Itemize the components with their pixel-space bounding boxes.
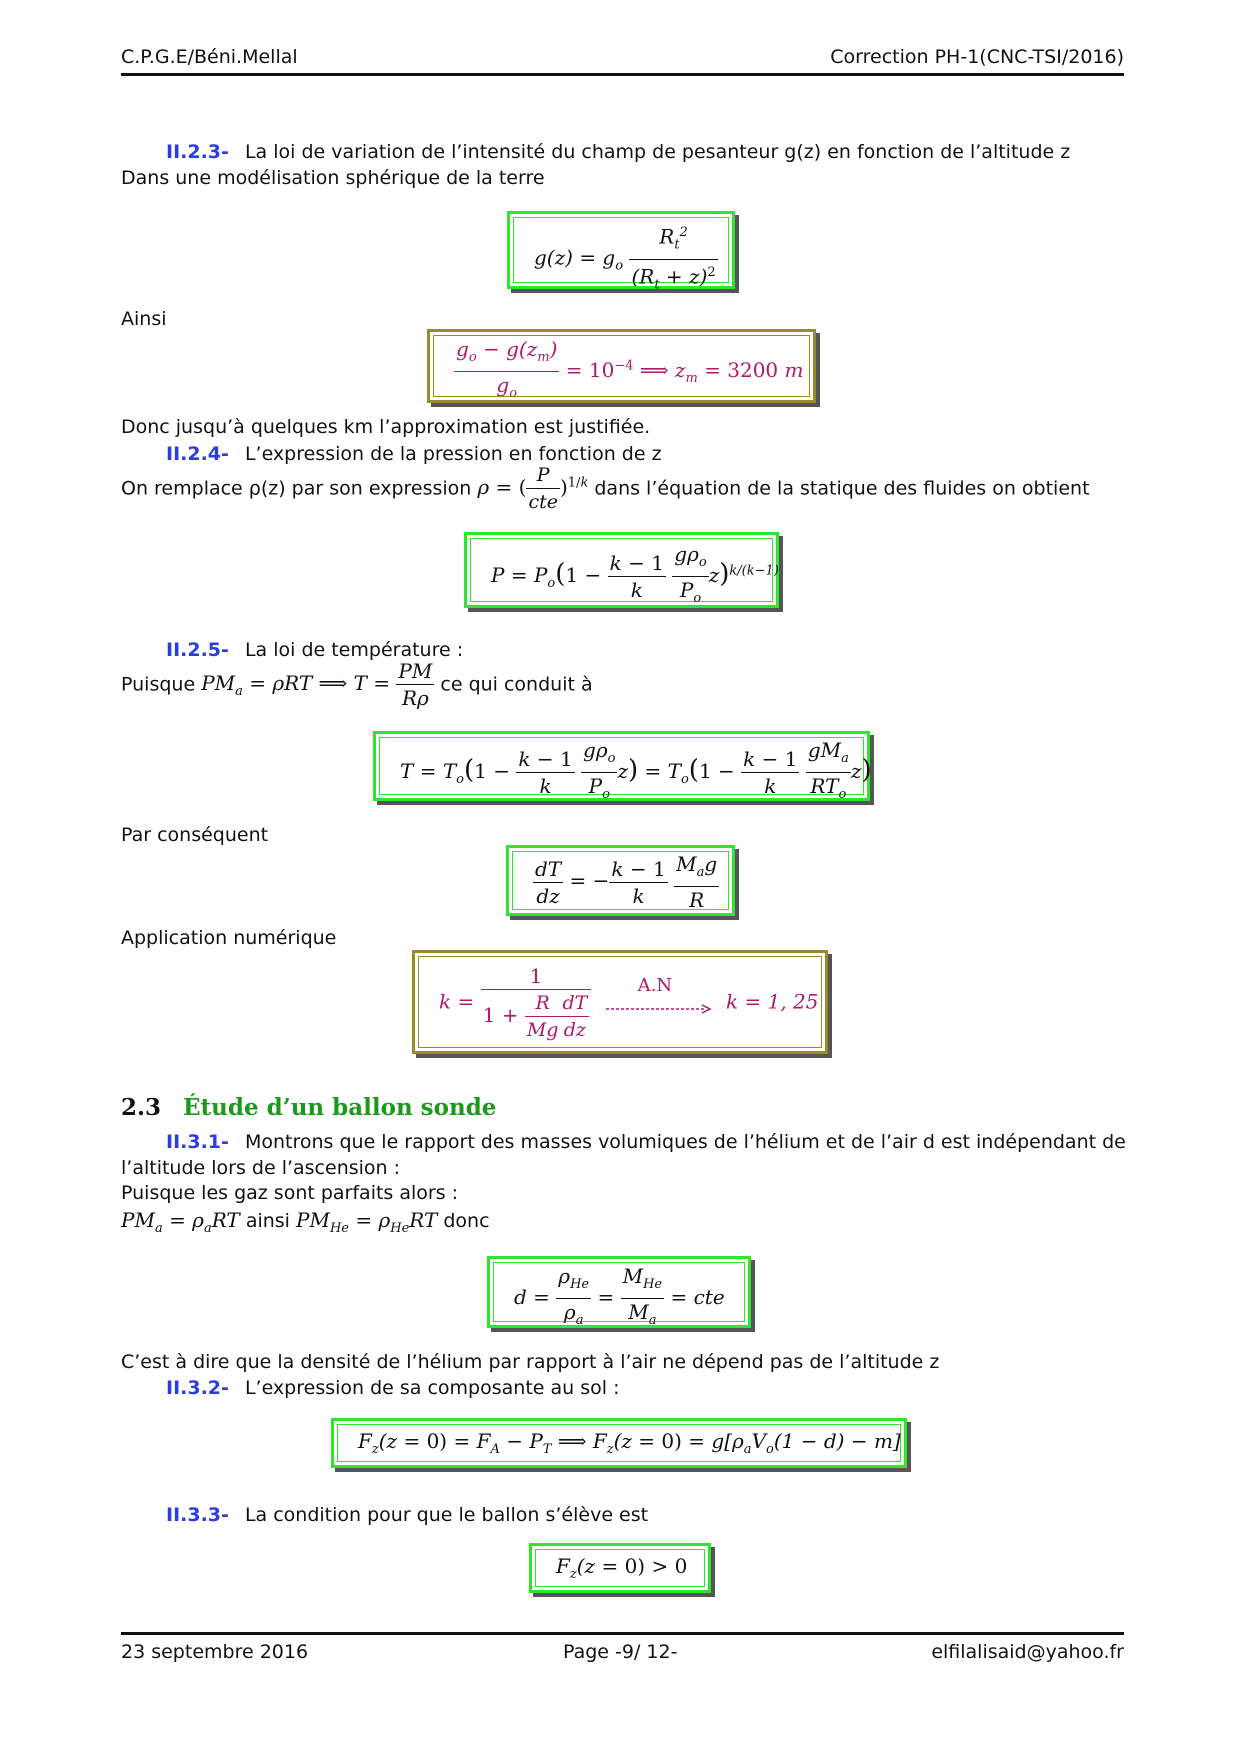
footer-rule bbox=[121, 1632, 1124, 1635]
header-right: Correction PH-1(CNC-TSI/2016) bbox=[830, 46, 1124, 68]
pressure-formula: $P = P_o(1$ − $\frac{k - 1}{k}$ $\frac{g\rho_o}{P_o}$ z)$^{k/(k-1)}$ bbox=[491, 542, 779, 606]
q223-conclusion: Donc jusqu’à quelques km l’approximation est justifiée. bbox=[121, 416, 651, 438]
q231-conclusion: C’est à dire que la densité de l’hélium par rapport à l’air ne dépend pas de l’altitude z bbox=[121, 1351, 940, 1373]
temperature-formula: $T = T_o(1$ − $\frac{k - 1}{k}$ $\frac{g\rho_o}{P_o}$ $z) = T_o(1$ − $\frac{k - 1}{k}$ $\frac{gM_a}{RT_o}$ z) bbox=[400, 738, 872, 802]
q224-text: L’expression de la pression en fonction de z bbox=[244, 443, 662, 465]
k-value-box bbox=[412, 950, 828, 1054]
section-title: Étude d’un ballon sonde bbox=[183, 1094, 497, 1121]
dtdz-formula: $\frac{dT}{dz}$ = − $\frac{k - 1}{k}$ $\frac{M_ag}{R}$ bbox=[535, 852, 718, 912]
q225-text2a: Puisque bbox=[121, 673, 196, 696]
an-arrow bbox=[606, 975, 712, 1023]
q224-text2a: On remplace ρ(z) par son expression bbox=[121, 477, 472, 500]
footer-date: 23 septembre 2016 bbox=[121, 1641, 309, 1663]
q231-text-cont: l’altitude lors de l’ascension : bbox=[121, 1157, 401, 1179]
q224-text2b: dans l’équation de la statique des fluides on obtient bbox=[594, 477, 1090, 500]
condition-formula-box bbox=[529, 1543, 711, 1593]
q232-line bbox=[166, 1377, 619, 1399]
footer-email: elfilalisaid@yahoo.fr bbox=[931, 1641, 1124, 1663]
gas-law-expression: $PM_a = \rho RT$ ⟹ T = $\frac{PM}{R\rho}$ bbox=[201, 659, 433, 710]
temperature-formula-box bbox=[373, 731, 870, 801]
zm-result-formula: $\frac{g_o - g(z_m)}{g_o}$ = $10^{-4}$ ⟹ $z_m = 3200$ m bbox=[456, 337, 804, 401]
q225-par-consequent: Par conséquent bbox=[121, 824, 269, 846]
q225-text: La loi de température : bbox=[244, 639, 464, 661]
q231-text3: donc bbox=[443, 1210, 490, 1232]
q225-text2-line bbox=[121, 658, 593, 711]
q231-text2: Puisque les gaz sont parfaits alors : bbox=[121, 1182, 459, 1204]
header-rule bbox=[121, 73, 1124, 76]
section-number: 2.3 bbox=[121, 1094, 162, 1121]
rho-expression: ρ = ( $\frac{P}{\text{cte}}$ )$^{1/k}$ bbox=[477, 464, 589, 513]
q231-number: II.3.1- bbox=[166, 1131, 229, 1153]
g-of-z-formula: $g(z) = g_o$ $\frac{R_t^2}{(R_t + z)^2}$ bbox=[534, 220, 718, 298]
q224-number: II.2.4- bbox=[166, 443, 229, 465]
q223-text2: Dans une modélisation sphérique de la terre bbox=[121, 167, 545, 189]
q233-line bbox=[166, 1504, 648, 1526]
header-left: C.P.G.E/Béni.Mellal bbox=[121, 46, 298, 68]
q231-line bbox=[166, 1131, 1126, 1153]
pressure-formula-box bbox=[464, 532, 779, 608]
dtdz-formula-box bbox=[506, 845, 735, 916]
q231-text: Montrons que le rapport des masses volumiques de l’hélium et de l’air d est indépendant de bbox=[244, 1131, 1126, 1153]
section-heading bbox=[121, 1094, 496, 1121]
force-formula-box bbox=[331, 1418, 907, 1468]
k-value-formula: k = 1 1 + $\frac{R}{Mg}$ $\frac{dT}{dz}$ A.N k = 1, 25 bbox=[439, 964, 819, 1041]
an-label: A.N bbox=[637, 975, 673, 996]
density-formula-box bbox=[487, 1256, 751, 1328]
q231-text3-line: $PM_a = \rho_aRT$ ainsi $PM_{He} = \rho_{He}RT$ donc bbox=[121, 1208, 490, 1236]
zm-result-box bbox=[427, 329, 816, 403]
q232-number: II.3.2- bbox=[166, 1377, 229, 1399]
q233-text: La condition pour que le ballon s’élève est bbox=[244, 1504, 649, 1526]
q224-text2-line bbox=[121, 462, 1090, 515]
g-of-z-formula-box bbox=[507, 211, 735, 293]
condition-formula: $F_z(z = 0) > 0$ bbox=[556, 1554, 688, 1582]
q225-text2b: ce qui conduit à bbox=[440, 673, 593, 696]
q232-text: L’expression de sa composante au sol : bbox=[244, 1377, 620, 1399]
q233-number: II.3.3- bbox=[166, 1504, 229, 1526]
density-formula: d = $\frac{\rho_{He}}{\rho_a}$ = $\frac{M_{He}}{M_a}$ = cte bbox=[514, 1264, 725, 1328]
q225-application: Application numérique bbox=[121, 927, 337, 949]
footer-page: Page -9/ 12- bbox=[563, 1641, 678, 1663]
k-value: k = 1, 25 bbox=[726, 989, 819, 1014]
q223-text: La loi de variation de l’intensité du champ de pesanteur g(z) en fonction de l’altitude z bbox=[244, 141, 1071, 163]
q223-ainsi: Ainsi bbox=[121, 308, 167, 330]
arrow-right-icon bbox=[606, 1004, 712, 1014]
force-formula: $F_z(z = 0) = F_A - P_T$ ⟹ $F_z(z = 0) = g[\rho_aV_o(1 - d) - m]$ bbox=[358, 1429, 901, 1457]
q223-number: II.2.3- bbox=[166, 141, 229, 163]
q225-number: II.2.5- bbox=[166, 639, 229, 661]
q223-line bbox=[166, 141, 1070, 163]
